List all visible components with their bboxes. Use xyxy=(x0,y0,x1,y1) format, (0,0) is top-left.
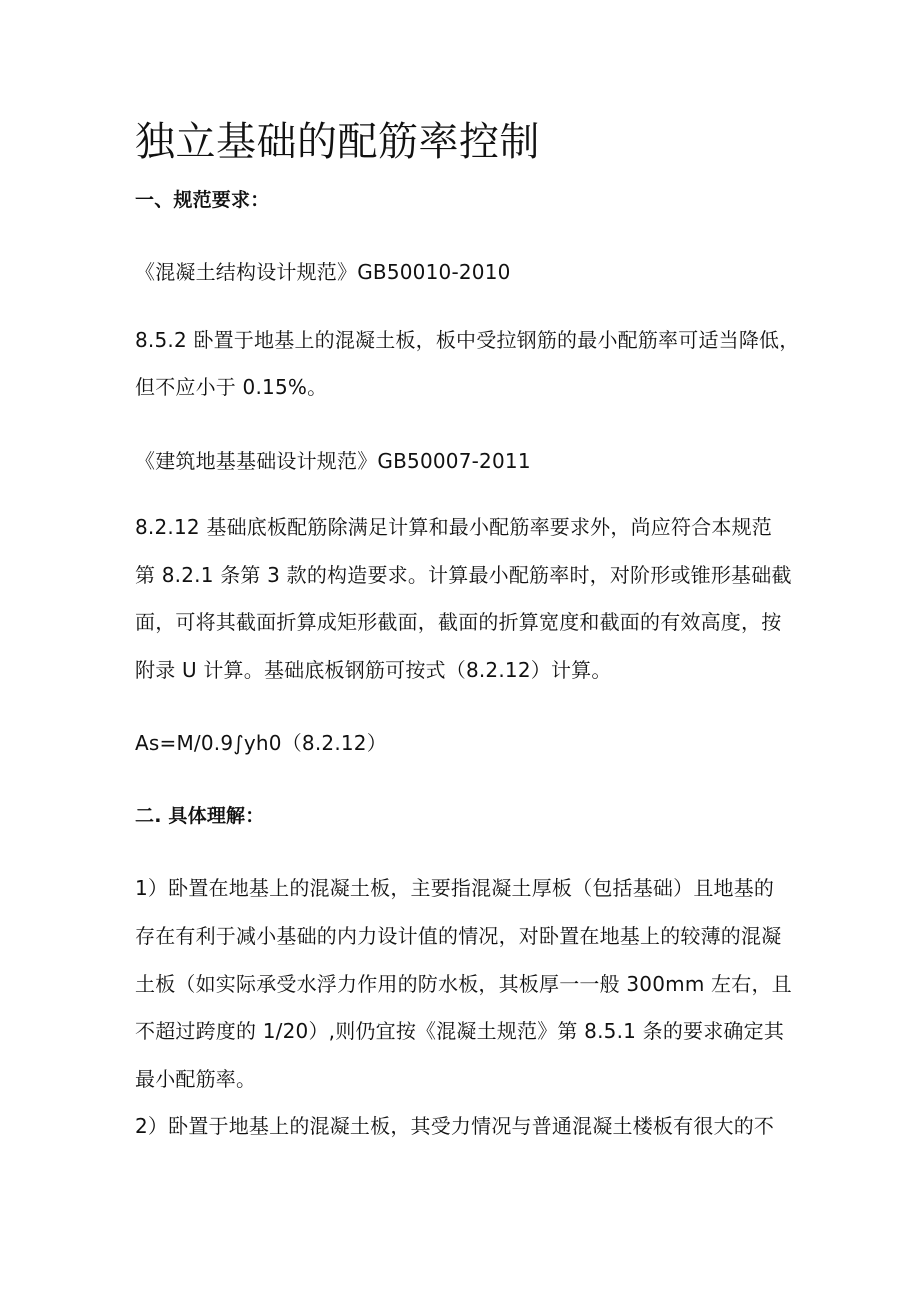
item-2-line-1: 2）卧置于地基上的混凝土板，其受力情况与普通混凝土楼板有很大的不 xyxy=(135,1114,775,1138)
formula-8212: As=M/0.9∫yh0（8.2.12） xyxy=(135,731,387,755)
clause-8212-line-3: 面，可将其截面折算成矩形截面，截面的折算宽度和截面的有效高度，按 xyxy=(135,610,782,634)
item-1-line-3: 土板（如实际承受水浮力作用的防水板，其板厚一一般 300mm 左右，且 xyxy=(135,972,792,996)
document-title: 独立基础的配筋率控制 xyxy=(135,119,540,165)
item-1-line-2: 存在有利于减小基础的内力设计值的情况，对卧置在地基上的较薄的混凝 xyxy=(135,924,782,948)
item-1-line-4: 不超过跨度的 1/20）,则仍宜按《混凝土规范》第 8.5.1 条的要求确定其 xyxy=(135,1019,785,1043)
code-name-gb50007: 《建筑地基基础设计规范》GB50007-2011 xyxy=(135,449,531,473)
clause-8212-line-4: 附录 U 计算。基础底板钢筋可按式（8.2.12）计算。 xyxy=(135,658,612,682)
section-heading-requirements: 一、规范要求： xyxy=(135,189,270,211)
section-heading-understanding: 二. 具体理解： xyxy=(135,805,265,827)
clause-852-line-1: 8.5.2 卧置于地基上的混凝土板，板中受拉钢筋的最小配筋率可适当降低， xyxy=(135,328,800,352)
clause-852-line-2: 但不应小于 0.15%。 xyxy=(135,375,328,399)
code-name-gb50010: 《混凝土结构设计规范》GB50010-2010 xyxy=(135,260,511,284)
clause-8212-line-1: 8.2.12 基础底板配筋除满足计算和最小配筋率要求外，尚应符合本规范 xyxy=(135,515,772,539)
item-1-line-5: 最小配筋率。 xyxy=(135,1067,257,1091)
clause-8212-line-2: 第 8.2.1 条第 3 款的构造要求。计算最小配筋率时，对阶形或锥形基础截 xyxy=(135,563,792,587)
item-1-line-1: 1）卧置在地基上的混凝土板，主要指混凝土厚板（包括基础）且地基的 xyxy=(135,876,775,900)
